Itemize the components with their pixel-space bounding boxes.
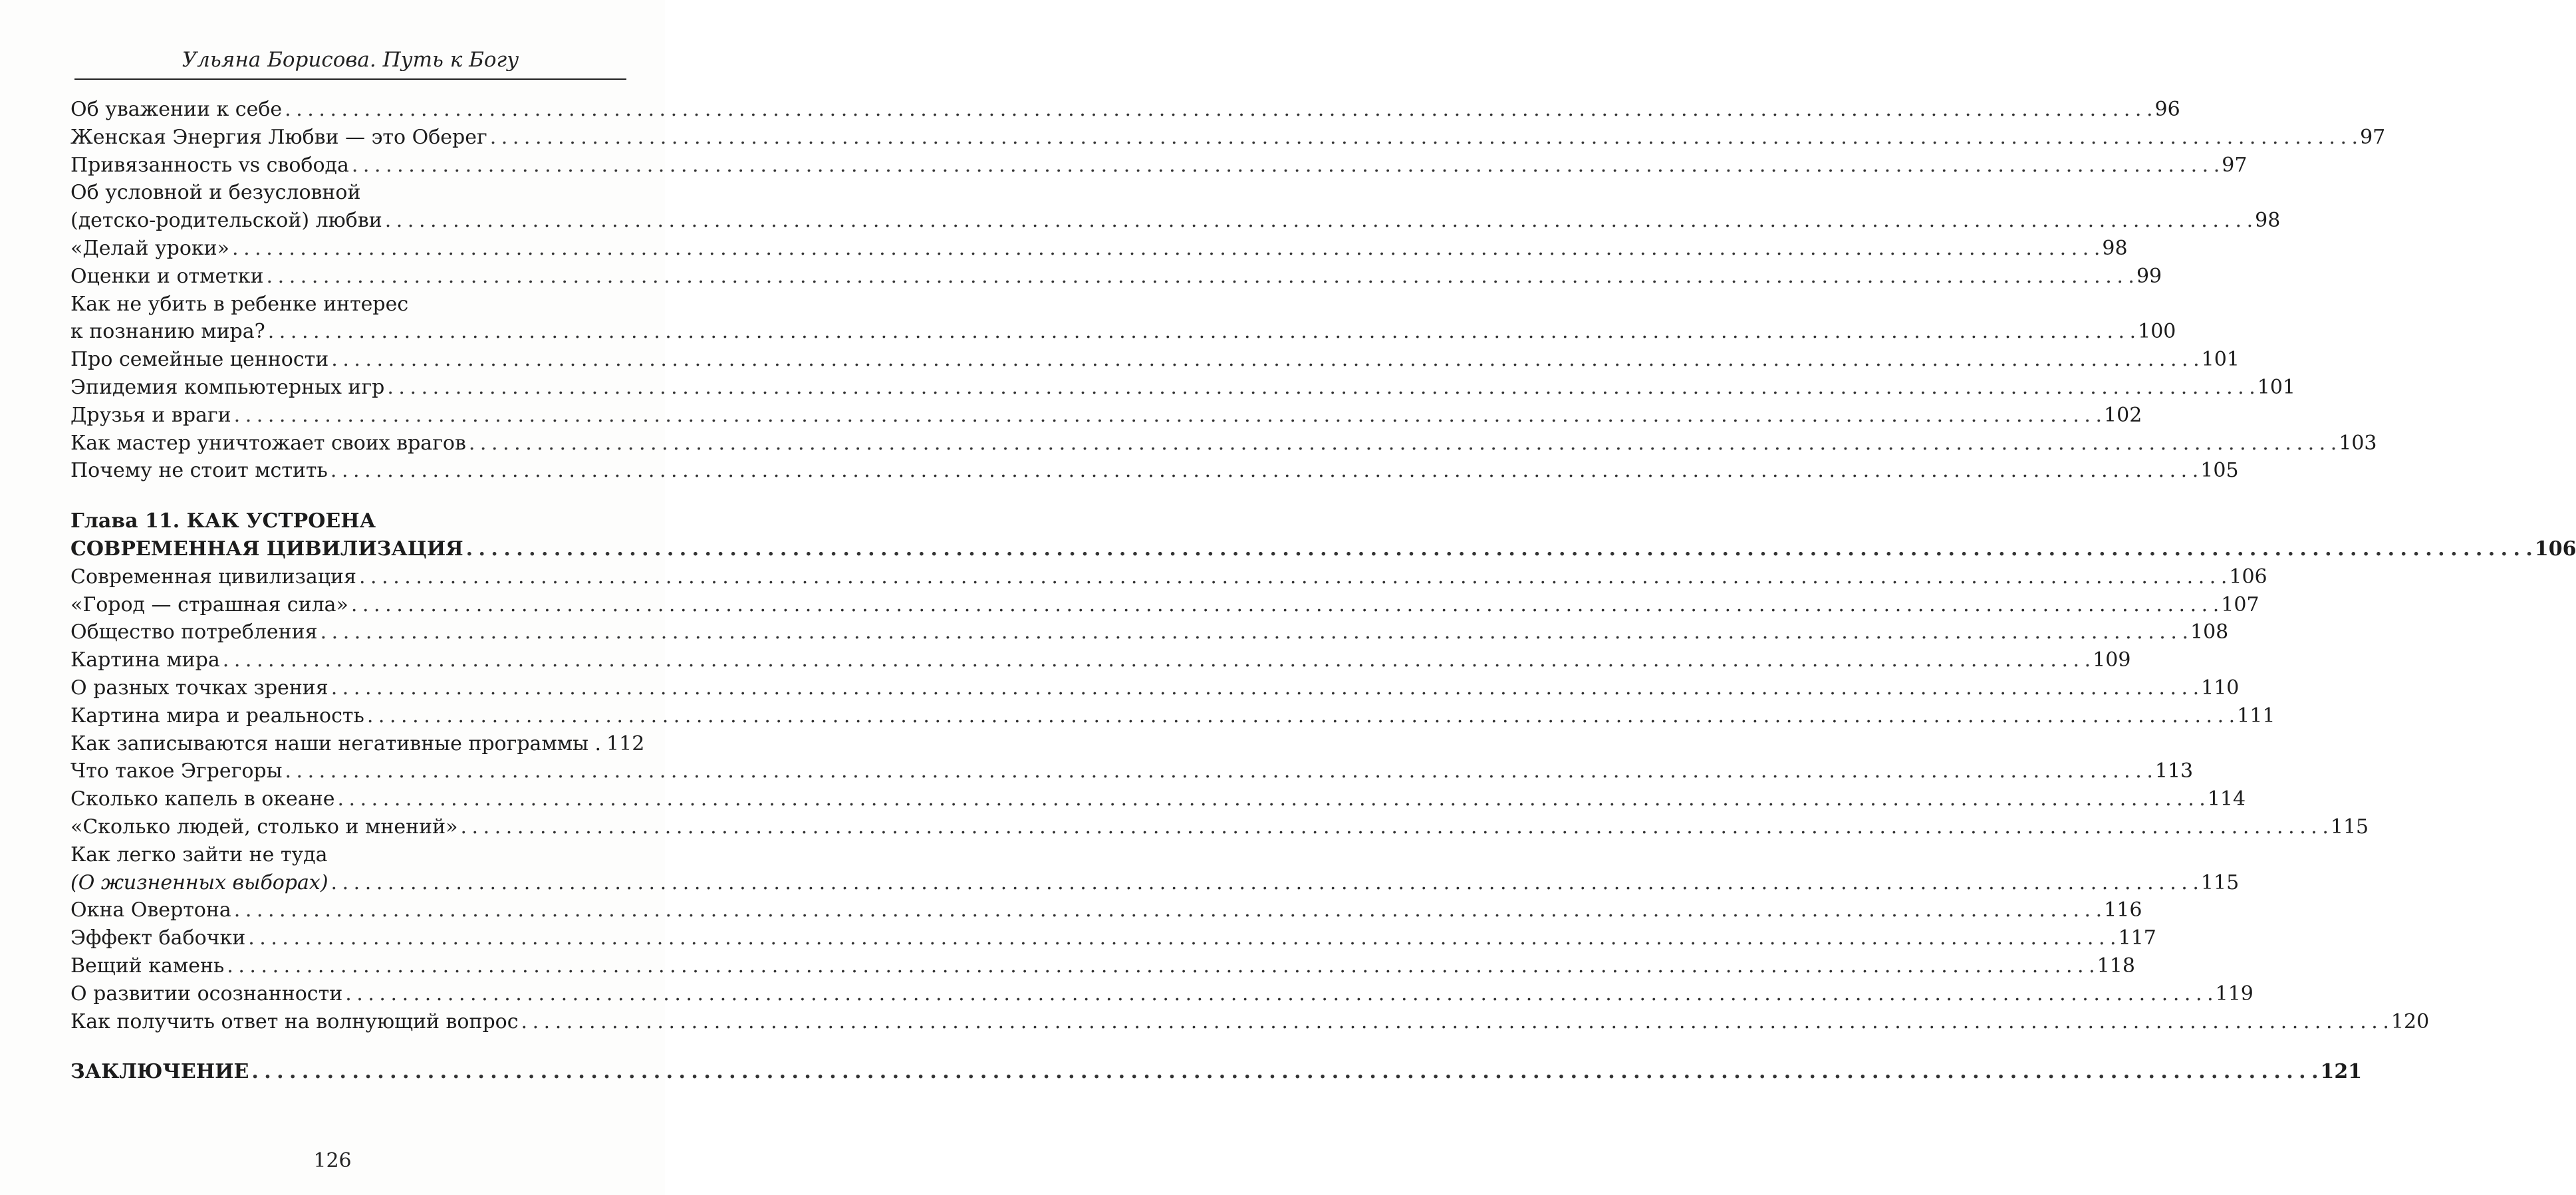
toc-entry (70, 263, 2162, 291)
toc-entry (70, 757, 2194, 785)
toc-entry-title: Как записываются наши негативные программы . (70, 731, 602, 755)
toc-entry-title: (детско-родительской) любви (70, 209, 382, 233)
dot-leader (285, 757, 2152, 785)
toc-entry-wrap-line: Об условной и безусловной (70, 181, 361, 205)
dot-leader (223, 646, 2090, 674)
toc-entry (70, 896, 2142, 924)
dot-leader (330, 457, 2198, 485)
toc-entry-page: 112 (606, 731, 645, 755)
toc-entry-wrap-line: Как легко зайти не туда (70, 843, 328, 866)
dot-leader (267, 263, 2134, 291)
dot-leader (466, 535, 2532, 563)
dot-leader (351, 591, 2218, 619)
dot-leader (352, 152, 2219, 180)
running-header: Ульяна Борисова. Путь к Богу (182, 48, 519, 72)
toc-entry-page: 118 (2097, 954, 2135, 978)
dot-leader (387, 374, 2254, 402)
dot-leader (268, 318, 2135, 346)
toc-entry (70, 457, 2239, 485)
toc-group-part3 (70, 346, 2377, 485)
toc-entry-page: 106 (2229, 565, 2267, 589)
toc-entry-title: Женская Энергия Любви — это Оберег (70, 125, 487, 149)
toc-entry-page: 99 (2136, 264, 2162, 288)
toc-entry (70, 124, 2386, 152)
toc-entry (70, 869, 2240, 897)
toc-entry-page: 100 (2138, 320, 2176, 344)
toc-entry (70, 346, 2240, 374)
toc-entry-title: О разных точках зрения (70, 676, 328, 700)
dot-leader (359, 563, 2226, 591)
conclusion-entry (70, 1058, 2363, 1086)
dot-leader (367, 702, 2234, 730)
section-gap (70, 1035, 620, 1058)
toc-entry-title: Почему не стоит мстить (70, 459, 328, 483)
toc-entry-page: 115 (2200, 870, 2240, 894)
toc-entry-title: Как получить ответ на волнующий вопрос (70, 1009, 519, 1033)
toc-entry-title: Как мастер уничтожает своих врагов (70, 431, 466, 455)
dot-leader (234, 896, 2101, 924)
toc-entry-title: к познанию мира? (70, 320, 265, 344)
chapter-title: СОВРЕМЕННАЯ ЦИВИЛИЗАЦИЯ (70, 537, 463, 561)
toc-entry-page: 97 (2360, 125, 2386, 149)
toc-entry-title: Картина мира (70, 648, 220, 672)
toc-entry (70, 563, 2267, 591)
dot-leader (331, 674, 2198, 702)
toc-entry-page: 108 (2190, 620, 2229, 644)
toc-entry-page: 116 (2104, 898, 2142, 922)
toc-entry-title: Эпидемия компьютерных игр (70, 375, 385, 399)
toc-entry (70, 618, 2229, 646)
dot-leader (232, 235, 2099, 263)
dot-leader (251, 1058, 2317, 1086)
toc-entry (70, 1008, 2430, 1036)
conclusion-title: ЗАКЛЮЧЕНИЕ (70, 1060, 249, 1084)
dot-leader (469, 430, 2336, 458)
dot-leader (521, 1008, 2388, 1036)
toc-entry-page: 101 (2201, 348, 2240, 372)
toc-entry (70, 785, 2246, 813)
toc-entry-title: Общество потребления (70, 620, 318, 644)
toc-entry (70, 952, 2135, 980)
toc-entry (70, 813, 2369, 841)
toc-entry-page: 110 (2201, 676, 2240, 700)
table-of-contents (70, 96, 2576, 1086)
toc-entry-page: 117 (2118, 926, 2156, 950)
toc-entry-page: 96 (2154, 98, 2180, 121)
toc-entry-title: «Делай уроки» (70, 236, 229, 260)
toc-entry-title: «Город — страшная сила» (70, 593, 348, 616)
page-number: 126 (313, 1149, 352, 1172)
toc-entry-page: 111 (2237, 704, 2275, 728)
conclusion-page: 121 (2320, 1060, 2363, 1084)
toc-entry-title: Сколько капель в океане (70, 787, 335, 811)
toc-entry-page: 98 (2255, 209, 2281, 233)
toc-entry (70, 318, 2176, 346)
chapter-heading (70, 535, 2576, 563)
dot-leader (285, 96, 2152, 124)
toc-entry-page: 102 (2104, 403, 2142, 427)
toc-entry-title: Друзья и враги (70, 403, 231, 427)
toc-entry-title: (О жизненных выборах) (70, 870, 328, 894)
toc-group-chapter11-b (70, 896, 2430, 1035)
chapter-heading-line: Глава 11. КАК УСТРОЕНА (70, 509, 376, 533)
chapter-page: 106 (2534, 537, 2576, 561)
dot-leader (490, 124, 2357, 152)
toc-entry-page: 107 (2221, 593, 2259, 616)
toc-entry-page: 114 (2207, 787, 2246, 811)
toc-entry-page: 119 (2215, 982, 2254, 1005)
toc-entry (70, 152, 2248, 180)
dot-leader (460, 813, 2327, 841)
toc-entry-wrap-line: Как не убить в ребенке интерес (70, 292, 409, 316)
dot-leader (227, 952, 2094, 980)
section-gap (70, 485, 620, 507)
toc-entry-title: Привязанность vs свобода (70, 153, 349, 177)
toc-entry (70, 674, 2240, 702)
toc-entry (70, 702, 2275, 730)
toc-entry (70, 591, 2259, 619)
toc-entry (70, 374, 2296, 402)
toc-entry-page: 103 (2339, 431, 2377, 455)
toc-entry-page: 113 (2154, 759, 2194, 783)
dot-leader (345, 980, 2212, 1008)
dot-leader (331, 346, 2198, 374)
toc-entry (70, 980, 2254, 1008)
toc-entry-page: 115 (2330, 815, 2369, 839)
dot-leader (331, 869, 2198, 897)
toc-entry-title: Про семейные ценности (70, 348, 329, 372)
dot-leader (337, 785, 2204, 813)
toc-entry (70, 430, 2377, 458)
toc-entry-page: 120 (2390, 1009, 2430, 1033)
dot-leader (234, 402, 2101, 430)
toc-entry-page: 105 (2200, 459, 2239, 483)
header-rule (74, 78, 626, 80)
toc-entry (70, 730, 645, 758)
toc-entry-title: Эффект бабочки (70, 926, 246, 950)
toc-entry-title: Вещий камень (70, 954, 225, 978)
dot-leader (385, 207, 2252, 235)
toc-entry-title: Что такое Эгрегоры (70, 759, 283, 783)
toc-group-part1 (70, 96, 2386, 179)
toc-group-part2 (70, 235, 2162, 291)
toc-entry (70, 924, 2156, 952)
toc-entry-title: О развитии осознанности (70, 982, 343, 1005)
toc-entry-page: 109 (2093, 648, 2131, 672)
toc-entry-page: 97 (2222, 153, 2248, 177)
toc-entry-page: 101 (2257, 375, 2296, 399)
toc-entry-title: Окна Овертона (70, 898, 231, 922)
toc-entry-title: Оценки и отметки (70, 264, 264, 288)
toc-group-chapter11 (70, 563, 2369, 841)
toc-entry-title: Картина мира и реальность (70, 704, 364, 728)
toc-entry-page: 98 (2102, 236, 2128, 260)
toc-entry (70, 402, 2142, 430)
dot-leader (248, 924, 2115, 952)
toc-entry-title: «Сколько людей, столько и мнений» (70, 815, 458, 839)
toc-entry (70, 207, 2281, 235)
toc-entry (70, 235, 2128, 263)
toc-entry-title: Современная цивилизация (70, 565, 356, 589)
toc-entry-title: Об уважении к себе (70, 98, 283, 121)
toc-entry (70, 646, 2131, 674)
toc-entry (70, 96, 2180, 124)
dot-leader (321, 618, 2188, 646)
